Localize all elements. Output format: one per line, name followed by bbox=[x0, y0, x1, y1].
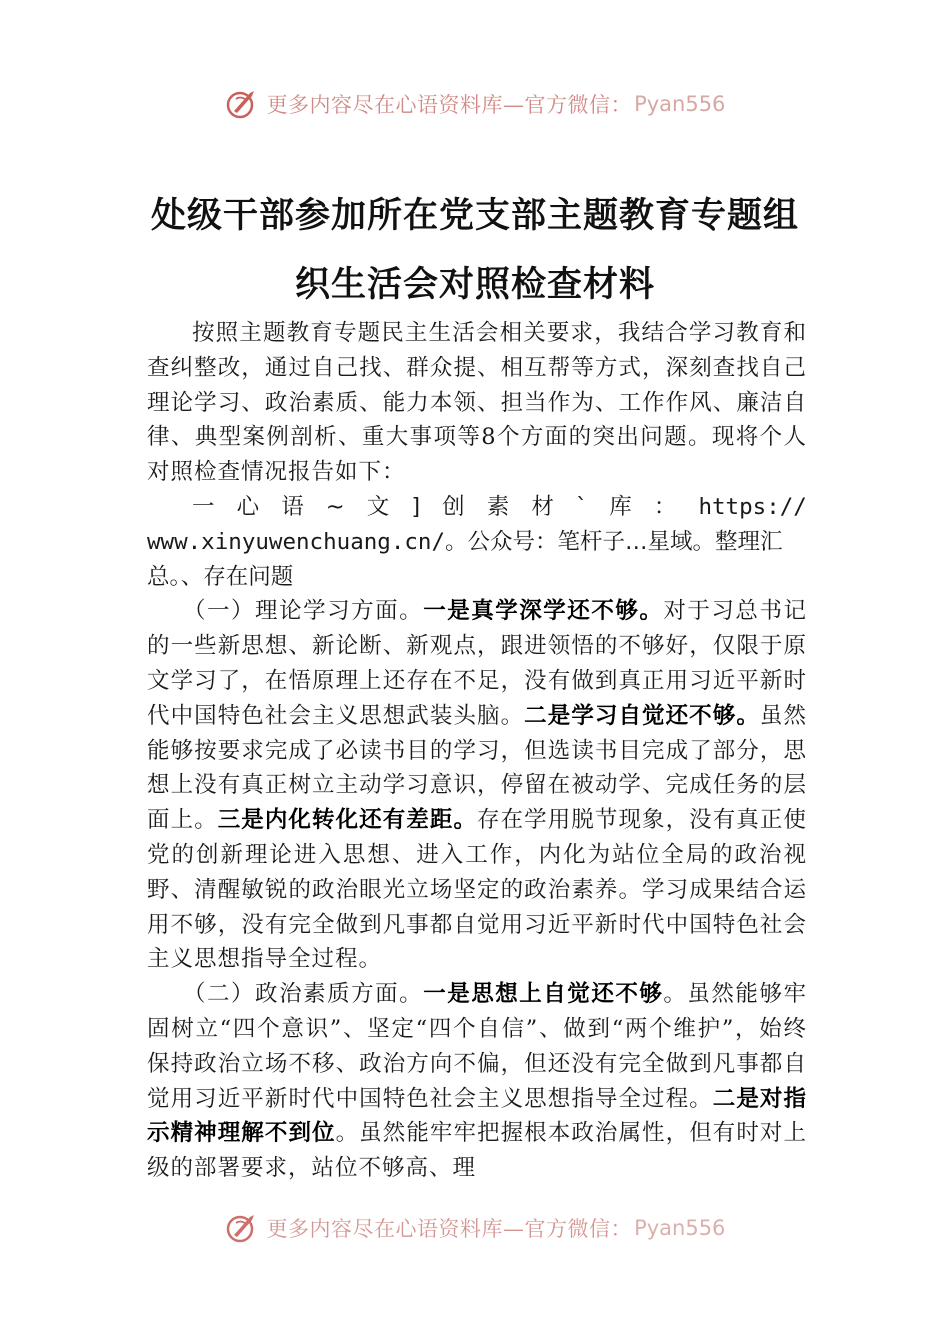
footer-watermark bbox=[0, 1208, 950, 1248]
section-1-bold-2: 二是学习自觉还不够。 bbox=[524, 702, 760, 729]
header-watermark bbox=[0, 84, 950, 124]
watermark-text: 更多内容尽在心语资料库—官方微信： bbox=[266, 93, 633, 117]
promo-text: 。公众号：笔杆子…星域。整理汇 bbox=[445, 528, 783, 555]
promo-char: ~ bbox=[325, 493, 345, 520]
promo-char: 一 bbox=[192, 493, 215, 520]
watermark-wechat-id: Pyan556 bbox=[634, 92, 726, 116]
watermark-text: 更多内容尽在心语资料库—官方微信： bbox=[266, 1217, 633, 1241]
promo-char: ] bbox=[411, 493, 421, 520]
document-title-line1: 处级干部参加所在党支部主题教育专题组 bbox=[150, 195, 799, 236]
section-2-heading: （二）政治素质方面。 bbox=[183, 981, 424, 1008]
quill-logo-icon bbox=[225, 87, 259, 121]
section-2-bold-1: 一是思想上自觉还不够 bbox=[423, 981, 664, 1008]
section-1-bold-3: 三是内化转化还有差距。 bbox=[217, 807, 478, 834]
section-1-text-1: 对于习总书记的一些新思想、新论断、新观点，跟进领悟的不够好，仅限于原文学习了，在悟原理上还存在不足，没有做到真正用习近平新时代中国特色社会主义思想武装头脑。 bbox=[147, 598, 807, 729]
section-1-text-3: 存在学用脱节现象，没有真正使党的创新理论进入思想、进入工作，内化为站位全局的政治视野、清醒敏锐的政治眼光立场坚定的政治素养。学习成果结合运用不够，没有完全做到凡事都自觉用习近平新时代中国特色社会主义思想指导全过程。 bbox=[147, 807, 807, 973]
promo-char: 素 bbox=[486, 493, 510, 520]
promo-line bbox=[147, 490, 807, 525]
section-1-paragraph bbox=[147, 594, 807, 977]
promo-url-start: https:// bbox=[698, 493, 807, 520]
section-2-bold-2: 二是对指示精神理解不到位 bbox=[147, 1085, 807, 1147]
promo-char: 库 bbox=[609, 493, 632, 520]
document-title-line2: 织生活会对照检查材料 bbox=[294, 264, 655, 305]
section-1-bold-1: 一是真学深学还不够。 bbox=[423, 598, 664, 625]
section-1-text-2: 虽然能够按要求完成了必读书目的学习，但选读书目完成了部分，思想上没有真正树立主动学习意识，停留在被动学、完成任务的层面上。 bbox=[147, 702, 807, 834]
promo-char: ` bbox=[575, 493, 588, 520]
promo-char: 材 bbox=[531, 493, 554, 520]
document-body bbox=[147, 316, 807, 1186]
section-2-text-1: 。虽然能够牢固树立“四个意识”、坚定“四个自信”、做到“两个维护”，始终保持政治立场不移、政治方向不偏，但还没有完全做到凡事都自觉用习近平新时代中国特色社会主义思想指导全过程。 bbox=[147, 981, 807, 1112]
section-1-heading: （一）理论学习方面。 bbox=[183, 598, 424, 625]
quill-logo-icon bbox=[225, 1211, 259, 1245]
promo-char: 语 bbox=[281, 493, 304, 520]
section-2-paragraph bbox=[147, 977, 807, 1186]
promo-char: 创 bbox=[442, 493, 465, 520]
promo-url: www.xinyuwenchuang.cn/ bbox=[147, 528, 446, 555]
section-heading-problems: 总。、存在问题 bbox=[147, 563, 294, 590]
section-2-text-2: 。虽然能牢牢把握根本政治属性，但有时对上级的部署要求，站位不够高、理 bbox=[147, 1120, 807, 1182]
promo-char: 心 bbox=[236, 493, 260, 520]
promo-char: 文 bbox=[366, 493, 390, 520]
watermark-wechat-id: Pyan556 bbox=[634, 1216, 726, 1240]
promo-char: ： bbox=[653, 493, 677, 520]
promo-line-2 bbox=[147, 525, 807, 560]
intro-paragraph: 按照主题教育专题民主生活会相关要求，我结合学习教育和查纠整改，通过自己找、群众提、相互帮等方式，深刻查找自己理论学习、政治素质、能力本领、担当作为、工作作风、廉洁自律、典型案例剖析、重大事项等8个方面的突出问题。现将个人对照检查情况报告如下： bbox=[147, 320, 807, 486]
